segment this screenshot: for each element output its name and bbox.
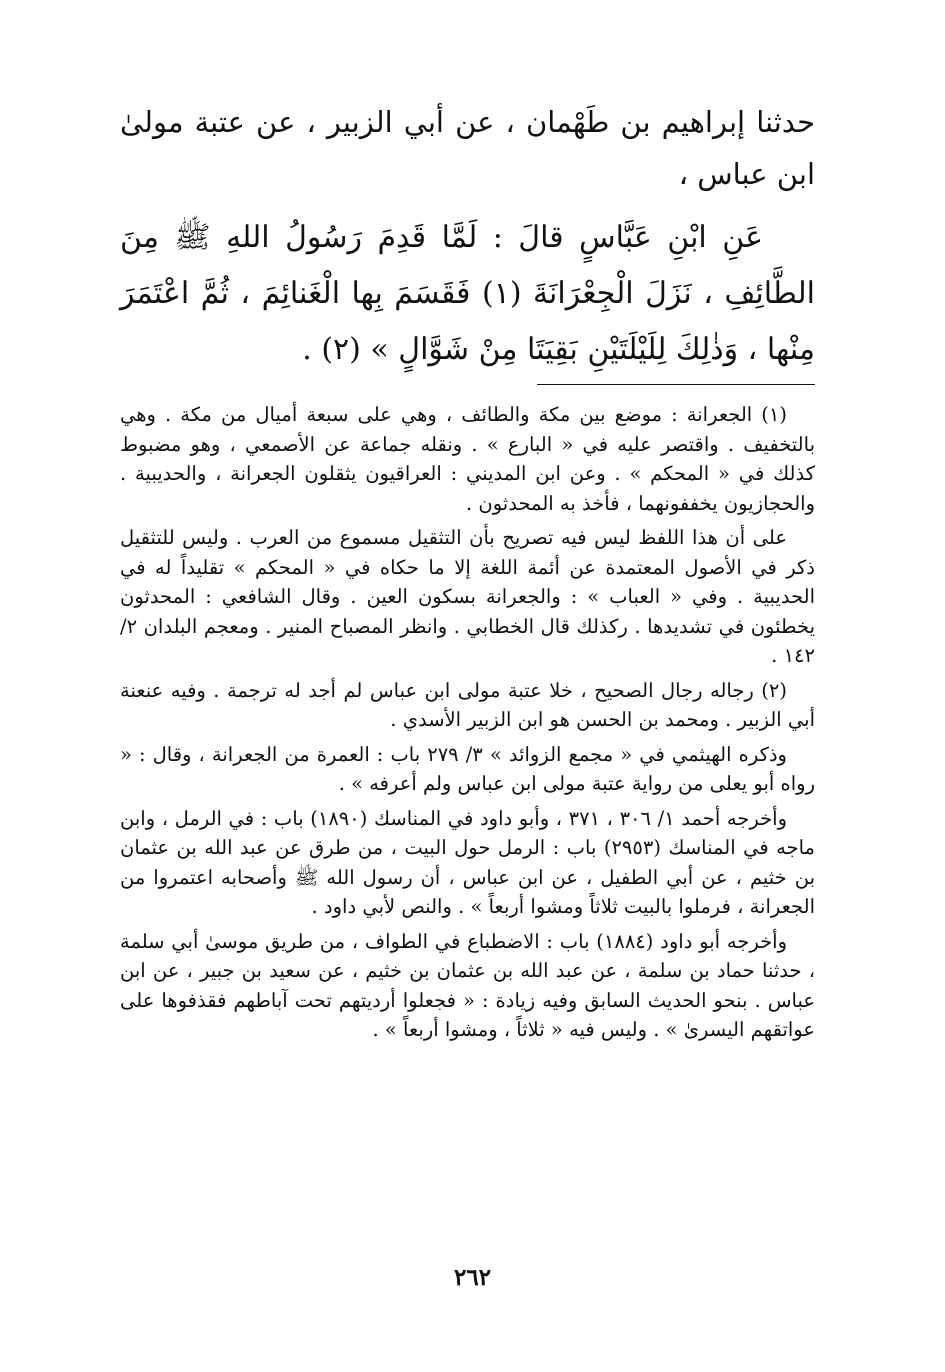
footnote-2-haythami: وذكره الهيثمي في « مجمع الزوائد » ٣/ ٢٧٩ باب : العمرة من الجعرانة ، وقال : « رواه أبو يعلى من رواية عتبة مولى ابن عباس ولم أعرفه » . [120, 742, 815, 795]
footnote-1-continued: على أن هذا اللفظ ليس فيه تصريح بأن التثقيل مسموع من العرب . وليس للتثقيل ذكر في الأصول المعتمدة عن أئمة اللغة إلا ما حكاه في « المحكم » تقليداً له في الحديبية . وفي « العباب » : والجعرانة بسكون العين . وقال الشافعي : المحدثون يخطئون في تشديدها . ركذلك قال الخطابي . وانظر المصباح المنير . ومعجم البلدان ٢/ ١٤٢ . [120, 526, 815, 667]
page-number: ٢٦٢ [453, 1264, 492, 1291]
footnote-1: (١) الجعرانة : موضع بين مكة والطائف ، وهي على سبعة أميال من مكة . وهي بالتخفيف . واقتصر عليه في « البارع » . ونقله جماعة عن الأصمعي ، وهو مضبوط كذلك في « المحكم » . وعن ابن المديني : العراقيون يثقلون الجعرانة ، والحديبية . والحجازيون يخففونهما ، فأخذ به المحدثون . [120, 403, 815, 515]
isnad-paragraph: حدثنا إبراهيم بن طَهْمان ، عن أبي الزبير ، عن عتبة مولىٰ ابن عباس ، [120, 105, 815, 191]
footnote-2-ahmad: وأخرجه أحمد ١/ ٣٠٦ ، ٣٧١ ، وأبو داود في المناسك (١٨٩٠) باب : في الرمل ، وابن ماجه في المناسك (٢٩٥٣) باب : الرمل حول البيت ، من طرق عن عبد الله بن عثمان بن خثيم ، عن أبي الطفيل ، عن ابن عباس ، أن رسول الله ﷺ وأصحابه اعتمروا من الجعرانة ، فرملوا بالبيت ثلاثاً ومشوا أربعاً » . والنص لأبي داود . [120, 806, 815, 918]
footnote-2-abu-dawud: وأخرجه أبو داود (١٨٨٤) باب : الاضطباع في الطواف ، من طريق موسىٰ أبي سلمة ، حدثنا حماد بن سلمة ، عن عبد الله بن عثمان بن خثيم ، عن سعيد بن جبير ، عن ابن عباس . بنحو الحديث السابق وفيه زيادة : « فجعلوا أرديتهم تحت آباطهم فقذفوها على عواتقهم اليسرىٰ » . وليس فيه « ثلاثاً ، ومشوا أربعاً » . [120, 929, 815, 1041]
footnote-separator [537, 384, 815, 385]
footnotes-section [120, 400, 815, 1045]
footnote-2: (٢) رجاله رجال الصحيح ، خلا عتبة مولى ابن عباس لم أجد له ترجمة . وفيه عنعنة أبي الزبير . ومحمد بن الحسن هو ابن الزبير الأسدي . [120, 678, 815, 731]
hadith-text: عَنِ ابْنِ عَبَّاسٍ قالَ : لَمَّا قَدِمَ رَسُولُ اللهِ ﷺ مِنَ الطَّائِفِ ، نَزَلَ الْجِعْرَانَةَ (١) فَقَسَمَ بِها الْغَنائِمَ ، ثُمَّ اعْتَمَرَ مِنْها ، وَذٰلِكَ لِلَيْلَتَيْنِ بَقِيَتَا مِنْ شَوَّالٍ » (٢) . [120, 220, 816, 367]
book-page [120, 0, 815, 1372]
